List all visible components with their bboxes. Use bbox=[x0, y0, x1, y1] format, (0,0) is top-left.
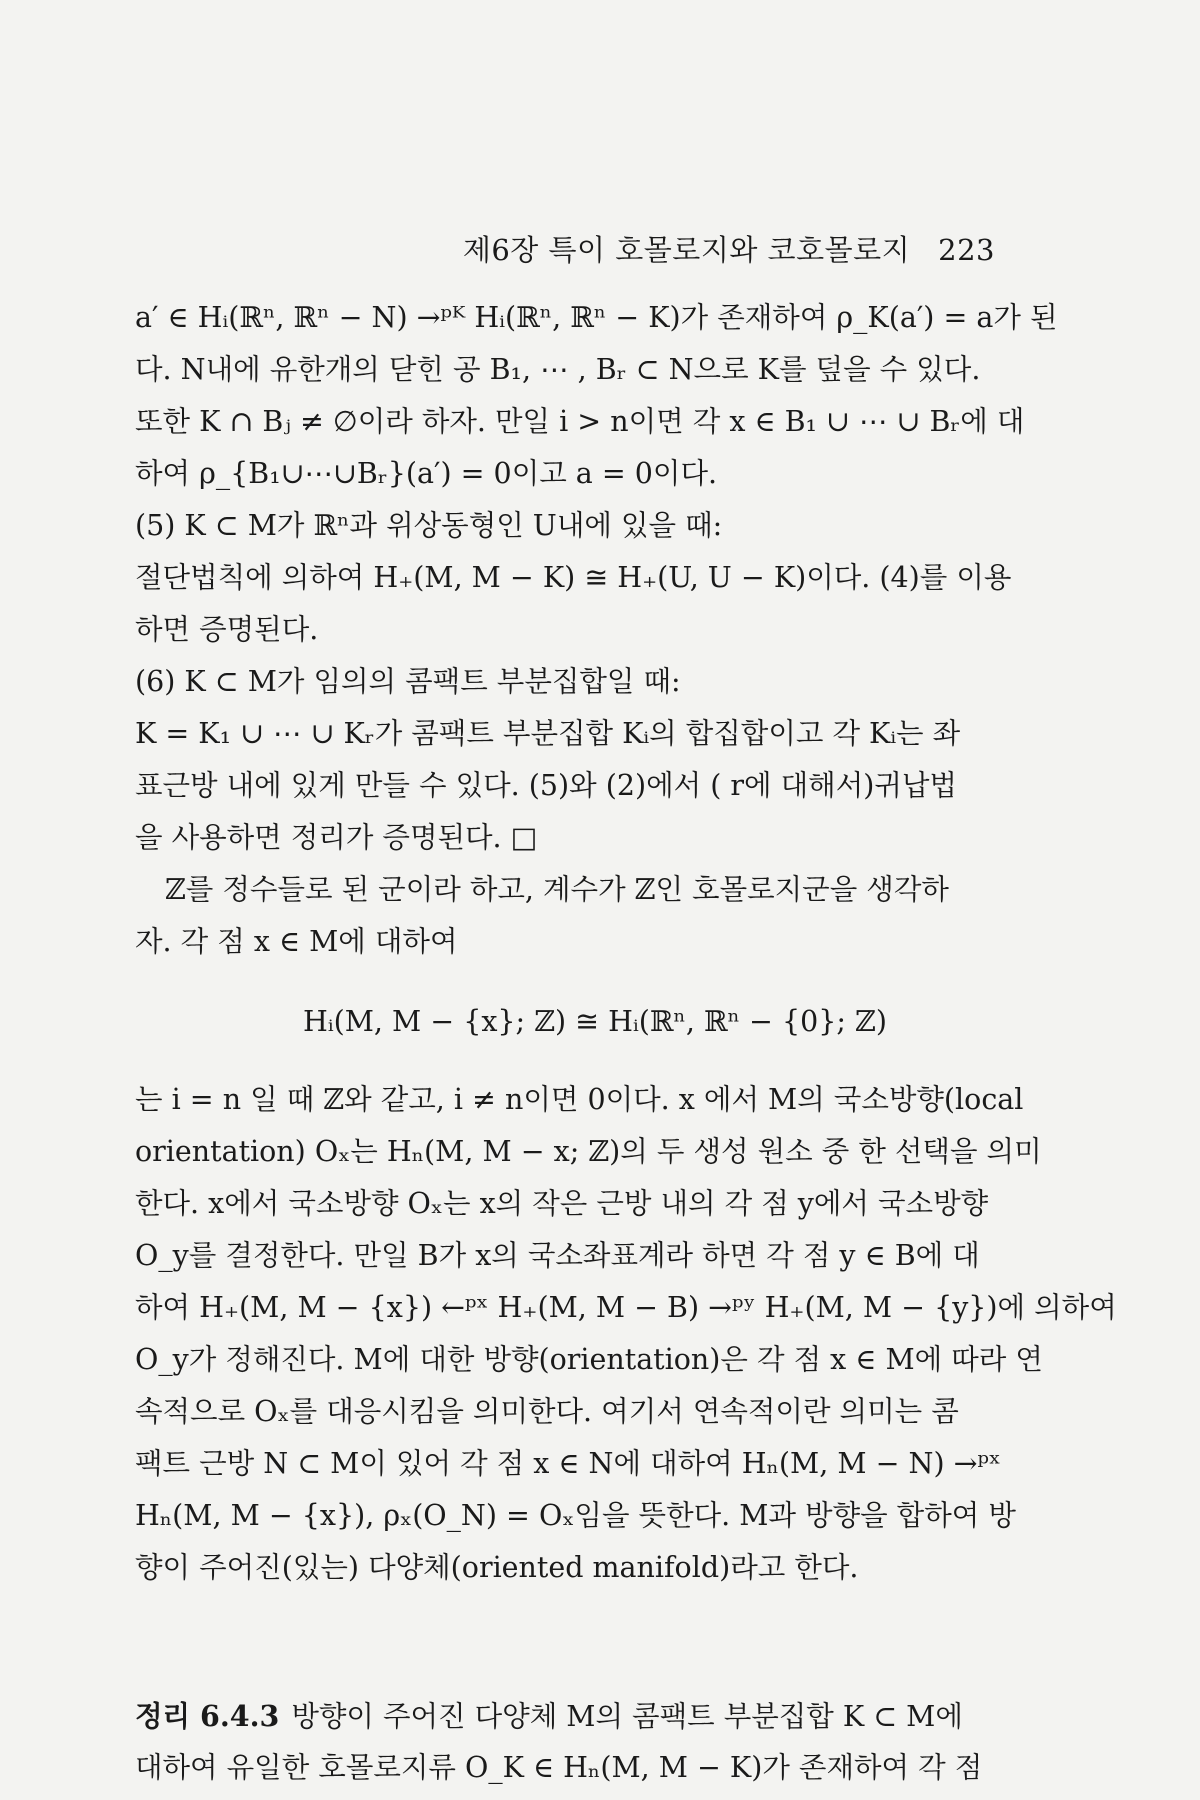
text-line: (5) K ⊂ M가 ℝⁿ과 위상동형인 U내에 있을 때: bbox=[135, 509, 723, 542]
text-line: 한다. x에서 국소방향 Oₓ는 x의 작은 근방 내의 각 점 y에서 국소방향 bbox=[135, 1187, 989, 1220]
text-line: 대하여 유일한 호몰로지류 O_K ∈ Hₙ(M, M − K)가 존재하여 각 점 bbox=[135, 1751, 983, 1784]
text-line: 절단법칙에 의하여 H₊(M, M − K) ≅ H₊(U, U − K)이다. (4)를 이용 bbox=[135, 561, 1012, 594]
text-line: Hₙ(M, M − {x}), ρₓ(O_N) = Oₓ임을 뜻한다. M과 방향을 합하여 방 bbox=[135, 1499, 1016, 1532]
text-line: 을 사용하면 정리가 증명된다. □ bbox=[135, 821, 538, 854]
text-line: (6) K ⊂ M가 임의의 콤팩트 부분집합일 때: bbox=[135, 665, 681, 698]
text-line: a′ ∈ Hᵢ(ℝⁿ, ℝⁿ − N) →ᵖᴷ Hᵢ(ℝⁿ, ℝⁿ − K)가 존재하여 ρ_K(a′) = a가 된 bbox=[135, 301, 1058, 334]
display-equation: Hᵢ(M, M − {x}; ℤ) ≅ Hᵢ(ℝⁿ, ℝⁿ − {0}; ℤ) bbox=[303, 1005, 887, 1038]
text-line: ℤ를 정수들로 된 군이라 하고, 계수가 ℤ인 호몰로지군을 생각하 bbox=[165, 873, 949, 906]
running-head bbox=[0, 228, 995, 269]
theorem-text: 방향이 주어진 다양체 M의 콤팩트 부분집합 K ⊂ M에 bbox=[291, 1700, 963, 1733]
text-line: 표근방 내에 있게 만들 수 있다. (5)와 (2)에서 ( r에 대해서)귀납법 bbox=[135, 769, 957, 802]
text-line: 하면 증명된다. bbox=[135, 613, 319, 646]
text-line: 향이 주어진(있는) 다양체(oriented manifold)라고 한다. bbox=[135, 1551, 859, 1584]
text-line: 자. 각 점 x ∈ M에 대하여 bbox=[135, 925, 458, 958]
text-line: 다. N내에 유한개의 닫힌 공 B₁, ⋯ , Bᵣ ⊂ N으로 K를 덮을 수 있다. bbox=[135, 353, 981, 386]
text-line: K = K₁ ∪ ⋯ ∪ Kᵣ가 콤팩트 부분집합 Kᵢ의 합집합이고 각 Kᵢ는 좌 bbox=[135, 717, 961, 750]
main-text bbox=[135, 292, 1117, 1794]
text-line: 속적으로 Oₓ를 대응시킴을 의미한다. 여기서 연속적이란 의미는 콤 bbox=[135, 1395, 959, 1428]
text-line: O_y를 결정한다. 만일 B가 x의 국소좌표계라 하면 각 점 y ∈ B에 대 bbox=[135, 1239, 980, 1272]
text-line: 팩트 근방 N ⊂ M이 있어 각 점 x ∈ N에 대하여 Hₙ(M, M − N) →ᵖˣ bbox=[135, 1447, 1001, 1480]
theorem-label: 정리 6.4.3 bbox=[135, 1699, 280, 1733]
text-line: 또한 K ∩ Bⱼ ≠ ∅이라 하자. 만일 i > n이면 각 x ∈ B₁ ∪ ⋯ ∪ Bᵣ에 대 bbox=[135, 405, 1025, 438]
chapter-title: 제6장 특이 호몰로지와 코호몰로지 bbox=[462, 233, 911, 267]
theorem-statement bbox=[135, 1690, 1015, 1742]
page-number: 223 bbox=[938, 233, 995, 267]
text-line: 는 i = n 일 때 ℤ와 같고, i ≠ n이면 0이다. x 에서 M의 국소방향(local bbox=[135, 1083, 1024, 1116]
text-line: 하여 ρ_{B₁∪⋯∪Bᵣ}(a′) = 0이고 a = 0이다. bbox=[135, 457, 718, 490]
text-line: O_y가 정해진다. M에 대한 방향(orientation)은 각 점 x ∈ M에 따라 연 bbox=[135, 1343, 1043, 1376]
text-line: 하여 H₊(M, M − {x}) ←ᵖˣ H₊(M, M − B) →ᵖʸ H₊(M, M − {y})에 의하여 bbox=[135, 1291, 1117, 1324]
text-line: orientation) Oₓ는 Hₙ(M, M − x; ℤ)의 두 생성 원소 중 한 선택을 의미 bbox=[135, 1135, 1042, 1168]
